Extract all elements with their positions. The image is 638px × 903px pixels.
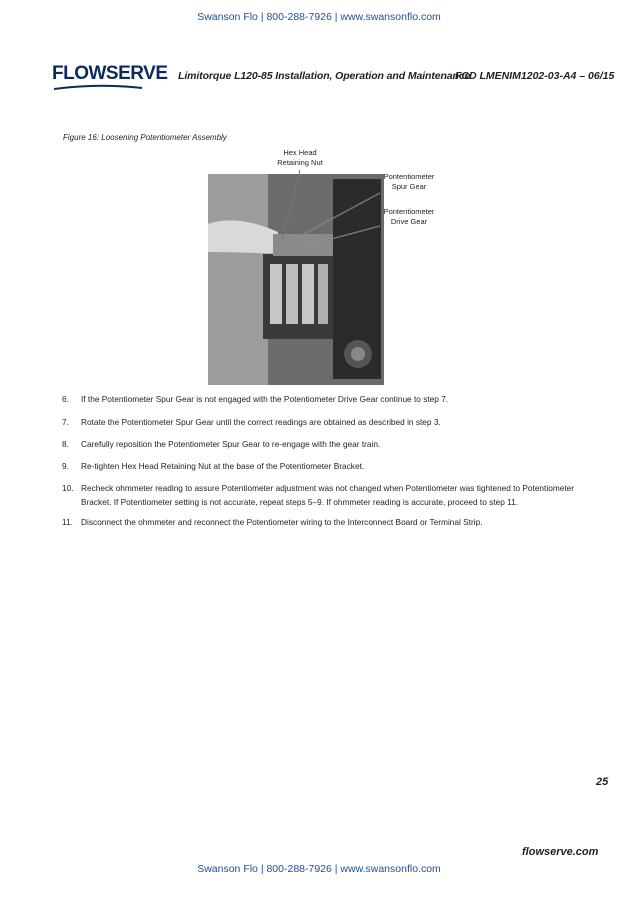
step-6: [62, 393, 602, 407]
figure-caption: Figure 16: Loosening Potentiometer Assembly: [63, 133, 227, 142]
step-number: 11.: [62, 517, 73, 527]
step-number: 10.: [62, 483, 74, 493]
website-link[interactable]: flowserve.com: [522, 846, 599, 858]
callout-drive-line1: Pontentiometer: [383, 207, 435, 216]
bottom-contact-banner: Swanson Flo | 800-288-7926 | www.swansonflo.com: [197, 863, 441, 875]
page-number: 25: [596, 776, 609, 788]
step-text: Disconnect the ohmmeter and reconnect the Potentiometer wiring to the Interconnect Board or Terminal Strip.: [81, 517, 483, 527]
step-number: 7.: [62, 417, 69, 427]
step-7: [62, 416, 602, 430]
callout-spur-line1: Pontentiometer: [383, 172, 435, 181]
step-text: If the Potentiometer Spur Gear is not engaged with the Potentiometer Drive Gear continue to step 7.: [81, 394, 449, 404]
step-8: [62, 438, 602, 452]
step-text: Rotate the Potentiometer Spur Gear until the correct readings are obtained as described in step 3.: [81, 417, 441, 427]
step-11: [62, 516, 602, 530]
step-10: [62, 482, 602, 509]
document-code: FCD LMENIM1202-03-A4 – 06/15: [455, 70, 615, 82]
step-text: Re-tighten Hex Head Retaining Nut at the base of the Potentiometer Bracket.: [81, 461, 365, 471]
callout-drive-line2: Drive Gear: [390, 217, 428, 226]
step-text: Recheck ohmmeter reading to assure Potentiometer adjustment was not changed when Potentiometer was tightened to Potentiometer Bracket. If Potentiometer setting is not accurate, repeat steps 5–9. If ohmmeter reading is accurate, proceed to step 11.: [81, 483, 575, 507]
callout-hex-head-line2: Retaining Nut: [277, 158, 323, 167]
callout-spur-line2: Spur Gear: [391, 182, 427, 191]
callout-hex-head-line1: Hex Head: [283, 148, 317, 157]
step-9: [62, 460, 602, 474]
step-text: Carefully reposition the Potentiometer Spur Gear to re-engage with the gear train.: [81, 439, 381, 449]
step-number: 8.: [62, 439, 69, 449]
top-contact-banner: Swanson Flo | 800-288-7926 | www.swansonflo.com: [197, 11, 441, 23]
step-number: 6.: [62, 394, 69, 404]
flowserve-logo: FLOWSERVE: [52, 63, 168, 84]
document-title: Limitorque L120-85 Installation, Operation and Maintenance: [178, 70, 471, 82]
step-number: 9.: [62, 461, 69, 471]
